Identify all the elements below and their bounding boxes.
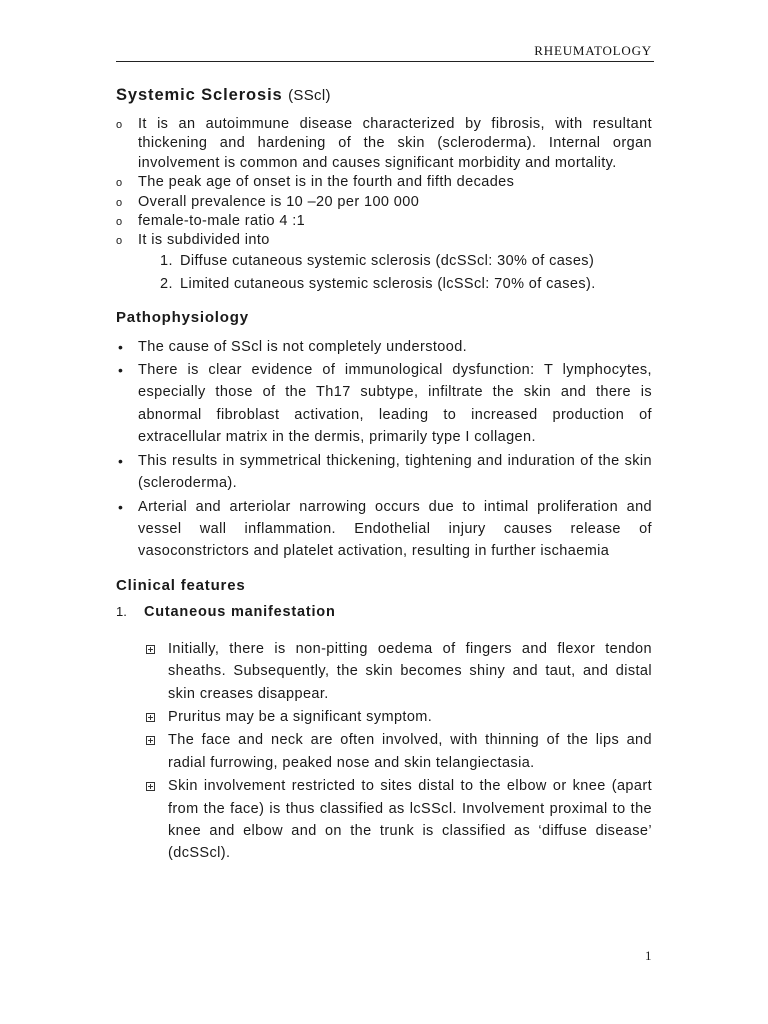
pathophysiology-text: This results in symmetrical thickening, tightening and induration of the skin (scleroderma). bbox=[138, 452, 652, 492]
cutaneous-subheading bbox=[116, 604, 652, 620]
bullet-icon: • bbox=[118, 362, 124, 379]
cutaneous-item bbox=[144, 729, 652, 774]
subtype-number: 2. bbox=[160, 276, 173, 293]
page-title-text: Systemic Sclerosis bbox=[116, 86, 283, 104]
bullet-icon: • bbox=[118, 498, 124, 515]
pathophysiology-list bbox=[116, 336, 652, 563]
subtype-item bbox=[160, 275, 652, 294]
subtype-text: Limited cutaneous systemic sclerosis (lcSScl: 70% of cases). bbox=[180, 276, 596, 293]
list-marker: o bbox=[116, 177, 123, 190]
page-body bbox=[116, 86, 652, 866]
list-marker: o bbox=[116, 196, 123, 209]
overview-item bbox=[116, 231, 652, 250]
pathophysiology-text: There is clear evidence of immunological dysfunction: T lymphocytes, especially those of the Th17 subtype, infiltrate the skin and there is abnormal fibroblast activation, leading to increased production of extracellular matrix in the dermis, primarily type I collagen. bbox=[138, 362, 652, 446]
subtype-text: Diffuse cutaneous systemic sclerosis (dcSScl: 30% of cases) bbox=[180, 252, 595, 269]
overview-text: It is subdivided into bbox=[138, 232, 270, 249]
boxed-cross-icon bbox=[146, 782, 155, 791]
cutaneous-text: Initially, there is non-pitting oedema of fingers and flexor tendon sheaths. Subsequently, the skin becomes shiny and taut, and distal skin creases disappear. bbox=[168, 640, 652, 702]
subtype-list bbox=[160, 252, 652, 295]
cutaneous-text: The face and neck are often involved, with thinning of the lips and radial furrowing, peaked nose and skin telangiectasia. bbox=[168, 732, 652, 771]
boxed-cross-icon bbox=[146, 736, 155, 745]
subtype-item bbox=[160, 252, 652, 271]
overview-item bbox=[116, 173, 652, 192]
boxed-cross-icon bbox=[146, 713, 155, 722]
pathophysiology-text: The cause of SScl is not completely understood. bbox=[138, 338, 468, 355]
pathophysiology-item bbox=[116, 336, 652, 358]
subtype-number: 1. bbox=[160, 252, 173, 269]
bullet-icon: • bbox=[118, 452, 124, 469]
overview-text: Overall prevalence is 10 –20 per 100 000 bbox=[138, 193, 420, 210]
cutaneous-text: Pruritus may be a significant symptom. bbox=[168, 708, 433, 725]
list-marker: o bbox=[116, 216, 123, 229]
overview-item bbox=[116, 193, 652, 212]
overview-text: It is an autoimmune disease characterized by fibrosis, with resultant thickening and hardening of the skin (scleroderma). Internal organ involvement is common and causes significant morbidity and mortality. bbox=[138, 116, 652, 171]
cutaneous-list bbox=[144, 638, 652, 865]
cutaneous-text: Skin involvement restricted to sites distal to the elbow or knee (apart from the face) is thus classified as lcSScl. Involvement proximal to the knee and elbow and on the trunk is classified as ‘diffuse disease’ (dcSScl). bbox=[168, 778, 652, 862]
pathophysiology-item bbox=[116, 450, 652, 495]
header-rule bbox=[116, 61, 654, 62]
cutaneous-item bbox=[144, 706, 652, 728]
bullet-icon: • bbox=[118, 338, 124, 355]
page-title-abbr: (SScl) bbox=[288, 87, 331, 104]
subsection-title: Cutaneous manifestation bbox=[144, 603, 336, 620]
cutaneous-item bbox=[144, 638, 652, 705]
running-header: RHEUMATOLOGY bbox=[534, 43, 652, 58]
clinical-features-heading: Clinical features bbox=[116, 576, 246, 594]
overview-text: female-to-male ratio 4 :1 bbox=[138, 213, 306, 230]
page-number: 1 bbox=[645, 948, 652, 963]
page-title bbox=[116, 86, 652, 105]
pathophysiology-item bbox=[116, 359, 652, 449]
subsection-number: 1. bbox=[116, 603, 127, 619]
overview-text: The peak age of onset is in the fourth and fifth decades bbox=[138, 174, 515, 191]
boxed-cross-icon bbox=[146, 645, 155, 654]
list-marker: o bbox=[116, 235, 123, 248]
pathophysiology-text: Arterial and arteriolar narrowing occurs due to intimal proliferation and vessel wall inflammation. Endothelial injury causes release of vasoconstrictors and platelet activation, resulting in further ischaemia bbox=[138, 498, 652, 560]
list-marker: o bbox=[116, 119, 123, 131]
pathophysiology-item bbox=[116, 496, 652, 563]
overview-item bbox=[116, 212, 652, 231]
overview-list bbox=[116, 115, 652, 251]
pathophysiology-heading: Pathophysiology bbox=[116, 308, 249, 326]
overview-item bbox=[116, 115, 652, 173]
cutaneous-item bbox=[144, 775, 652, 865]
